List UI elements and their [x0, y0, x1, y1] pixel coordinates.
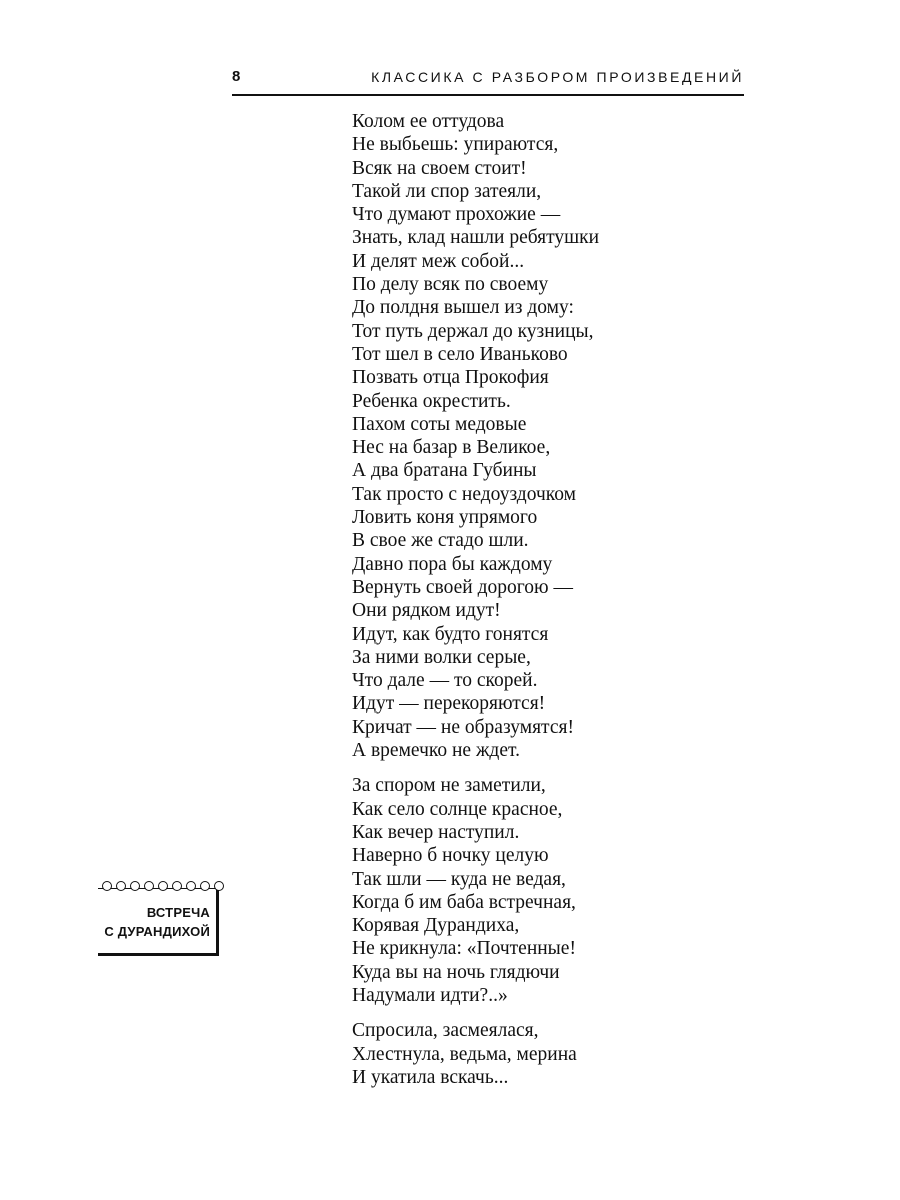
- poem-line: Хлестнула, ведьма, мерина: [352, 1043, 577, 1065]
- poem-line: За ними волки серые,: [352, 646, 531, 668]
- poem-line: Что думают прохожие —: [352, 204, 561, 226]
- poem-line: Всяк на своем стоит!: [352, 157, 527, 179]
- ring-icon: [158, 881, 168, 891]
- poem-line: Такой ли спор затеяли,: [352, 180, 542, 202]
- poem-line: Как вечер наступил.: [352, 821, 520, 843]
- poem-line: За спором не заметили,: [352, 775, 546, 797]
- poem-line: А времечко не ждет.: [352, 740, 520, 762]
- stanza: [352, 1019, 752, 1089]
- ring-icon: [200, 881, 210, 891]
- ring-icon: [186, 881, 196, 891]
- margin-note-text: [104, 903, 210, 941]
- poem-line: Так просто с недоуздочком: [352, 483, 576, 505]
- poem-line: И укатила вскачь...: [352, 1066, 509, 1088]
- poem-line: Позвать отца Прокофия: [352, 367, 549, 389]
- poem-line: Когда б им баба встречная,: [352, 891, 576, 913]
- ring-icon: [144, 881, 154, 891]
- ring-icon: [116, 881, 126, 891]
- poem-line: Что дале — то скорей.: [352, 670, 538, 692]
- poem-line: Ребенка окрестить.: [352, 390, 511, 412]
- poem-text: [352, 110, 752, 1101]
- ring-icon: [102, 881, 112, 891]
- poem-line: Ловить коня упрямого: [352, 507, 538, 529]
- notebook-rings-decoration: [102, 881, 224, 891]
- running-header: [232, 66, 744, 96]
- poem-line: Куда вы на ночь глядючи: [352, 961, 560, 983]
- poem-line: Не крикнула: «Почтенные!: [352, 938, 576, 960]
- poem-line: А два братана Губины: [352, 460, 537, 482]
- poem-line: По делу всяк по своему: [352, 274, 549, 296]
- ring-icon: [172, 881, 182, 891]
- margin-note: [98, 888, 219, 956]
- page-number: 8: [232, 68, 241, 85]
- poem-line: Не выбьешь: упираются,: [352, 134, 559, 156]
- poem-line: Они рядком идут!: [352, 600, 501, 622]
- stanza: [352, 110, 752, 762]
- poem-line: Надумали идти?..»: [352, 984, 508, 1006]
- margin-note-line: С ДУРАНДИХОЙ: [104, 924, 210, 939]
- poem-line: Так шли — куда не ведая,: [352, 868, 566, 890]
- stanza: [352, 774, 752, 1007]
- poem-line: И делят меж собой...: [352, 250, 525, 272]
- ring-icon: [130, 881, 140, 891]
- poem-line: Пахом соты медовые: [352, 413, 527, 435]
- poem-line: Знать, клад нашли ребятушки: [352, 227, 600, 249]
- poem-line: Нес на базар в Великое,: [352, 437, 551, 459]
- poem-line: Спросила, засмеялася,: [352, 1020, 539, 1042]
- poem-line: Тот путь держал до кузницы,: [352, 320, 594, 342]
- poem-line: Кричат — не образумятся!: [352, 716, 574, 738]
- poem-line: Колом ее оттудова: [352, 111, 505, 132]
- poem-line: До полдня вышел из дому:: [352, 297, 574, 319]
- ring-icon: [214, 881, 224, 891]
- poem-line: Как село солнце красное,: [352, 798, 563, 820]
- poem-line: В свое же стадо шли.: [352, 530, 529, 552]
- poem-line: Идут, как будто гонятся: [352, 623, 549, 645]
- poem-line: Идут — перекоряются!: [352, 693, 546, 715]
- poem-line: Наверно б ночку целую: [352, 845, 549, 867]
- poem-line: Тот шел в село Иваньково: [352, 343, 568, 365]
- poem-line: Корявая Дурандиха,: [352, 915, 520, 937]
- margin-note-line: ВСТРЕЧА: [146, 905, 210, 920]
- running-title: КЛАССИКА С РАЗБОРОМ ПРОИЗВЕДЕНИЙ: [371, 69, 744, 85]
- poem-line: Вернуть своей дорогою —: [352, 576, 573, 598]
- poem-line: Давно пора бы каждому: [352, 553, 553, 575]
